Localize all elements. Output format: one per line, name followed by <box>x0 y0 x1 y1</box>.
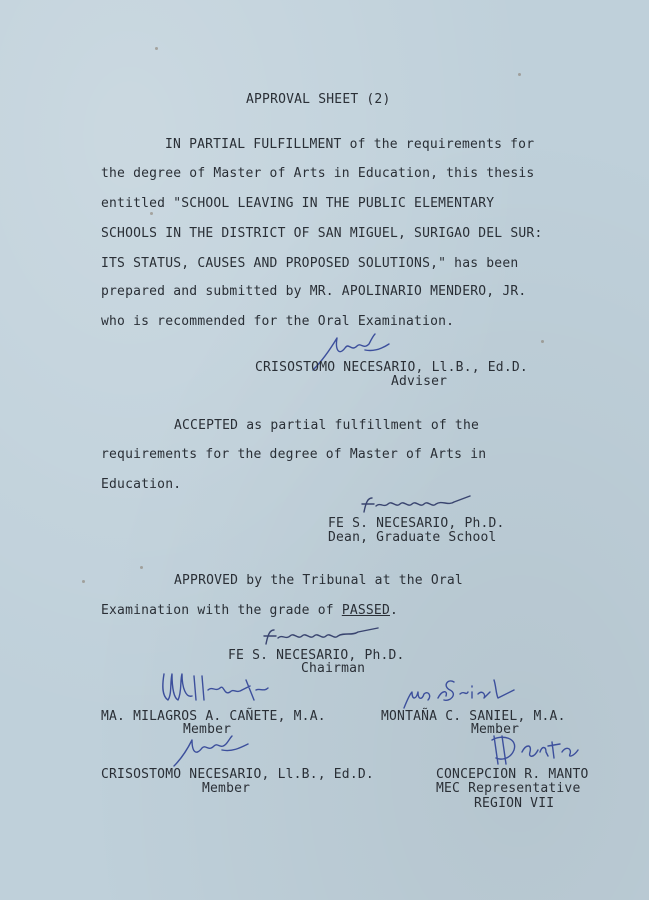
accepted-line-3: Education. <box>101 477 182 492</box>
member-3-role: Member <box>202 781 251 796</box>
member-1-role: Member <box>183 722 232 737</box>
member-necesario-signature <box>166 734 256 770</box>
accepted-line-1: ACCEPTED as partial fulfillment of the <box>174 418 480 433</box>
mec-role: MEC Representative <box>436 781 581 796</box>
chairman-signature <box>260 624 382 648</box>
approved-line-2 <box>101 603 398 618</box>
intro-line-7: who is recommended for the Oral Examination. <box>101 314 455 329</box>
intro-line-3: entitled "SCHOOL LEAVING IN THE PUBLIC ELEMENTARY <box>101 196 495 211</box>
page-title: APPROVAL SHEET (2) <box>246 92 391 107</box>
approved-line-2-suffix: . <box>389 603 399 618</box>
mec-name: CONCEPCION R. MANTO <box>436 767 589 782</box>
dean-name: FE S. NECESARIO, Ph.D. <box>328 516 505 531</box>
member-3-name: CRISOSTOMO NECESARIO, Ll.B., Ed.D. <box>101 767 374 782</box>
intro-line-2: the degree of Master of Arts in Education, this thesis <box>101 166 535 181</box>
intro-line-1: IN PARTIAL FULFILLMENT of the requirements for <box>165 137 535 152</box>
paper-speck <box>150 212 153 215</box>
dean-signature <box>358 492 478 518</box>
approved-line-1: APPROVED by the Tribunal at the Oral <box>174 573 463 588</box>
intro-line-4: SCHOOLS IN THE DISTRICT OF SAN MIGUEL, SURIGAO DEL SUR: <box>101 226 543 241</box>
member-saniel-signature <box>398 672 522 714</box>
member-2-name: MONTAÑA C. SANIEL, M.A. <box>381 709 566 724</box>
mec-region: REGION VII <box>474 796 555 811</box>
mec-representative-signature <box>488 730 582 770</box>
grade-value: PASSED <box>341 603 390 618</box>
member-2-role: Member <box>471 722 520 737</box>
chairman-role: Chairman <box>301 661 366 676</box>
paper-speck <box>155 47 158 50</box>
adviser-role: Adviser <box>391 374 448 389</box>
member-canete-signature <box>158 666 270 710</box>
member-1-name: MA. MILAGROS A. CAÑETE, M.A. <box>101 709 326 724</box>
intro-line-5: ITS STATUS, CAUSES AND PROPOSED SOLUTIONS," has been <box>101 256 519 271</box>
intro-line-6: prepared and submitted by MR. APOLINARIO MENDERO, JR. <box>101 284 527 299</box>
adviser-name: CRISOSTOMO NECESARIO, Ll.B., Ed.D. <box>255 360 528 375</box>
paper-speck <box>140 566 143 569</box>
chairman-name: FE S. NECESARIO, Ph.D. <box>228 648 405 663</box>
approved-line-2-prefix: Examination with the grade of <box>101 603 342 618</box>
paper-speck <box>82 580 85 583</box>
paper-speck <box>541 340 544 343</box>
accepted-line-2: requirements for the degree of Master of Arts in <box>101 447 487 462</box>
paper-speck <box>518 73 521 76</box>
dean-role: Dean, Graduate School <box>328 530 497 545</box>
